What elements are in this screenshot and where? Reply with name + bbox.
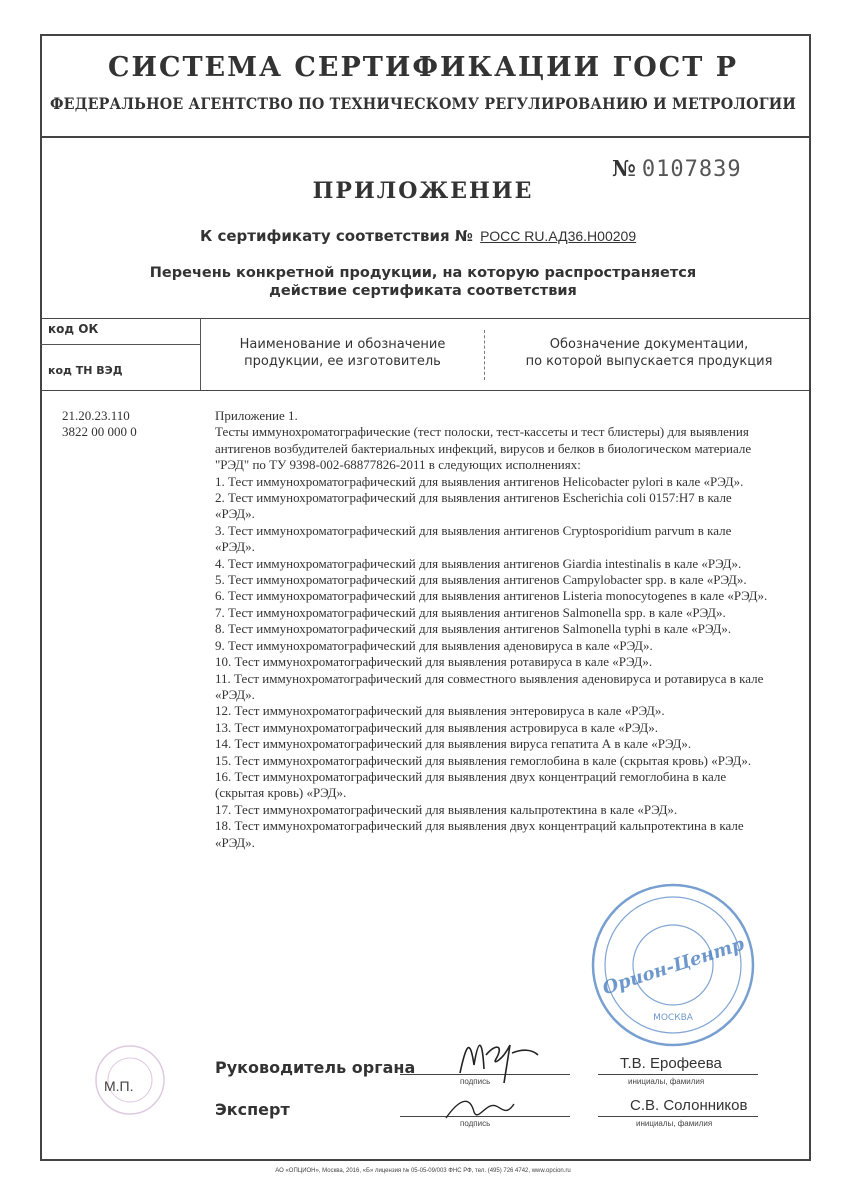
list-item: 5. Тест иммунохроматографический для выявления антигенов Campylobacter spp. в кале «РЭД». bbox=[215, 572, 747, 588]
printer-footer: АО «ОПЦИОН», Москва, 2016, «Б» лицензия № 05-05-09/003 ФНС РФ, тел. (495) 726 4742, www.opcion.ru bbox=[275, 1168, 571, 1174]
form-number-value: 0107839 bbox=[641, 157, 742, 182]
list-item: 4. Тест иммунохроматографический для выявления антигенов Giardia intestinalis в кале «РЭД». bbox=[215, 555, 742, 571]
expert-signature-caption: подпись bbox=[460, 1119, 491, 1128]
column-name-line: Наименование и обозначение bbox=[239, 337, 446, 352]
head-label: Руководитель органа bbox=[215, 1058, 416, 1077]
table-top-rule bbox=[40, 318, 811, 319]
head-signature-caption: подпись bbox=[460, 1077, 491, 1086]
list-item: 3. Тест иммунохроматографический для выявления антигенов Cryptosporidium parvum в кале «РЭД». bbox=[215, 522, 732, 555]
product-description bbox=[215, 408, 770, 851]
column-product-name bbox=[205, 336, 480, 370]
heading-line-2: действие сертификата соответствия bbox=[269, 283, 577, 299]
head-name: Т.В. Ерофеева bbox=[620, 1055, 722, 1072]
product-list-heading bbox=[0, 264, 846, 300]
system-title: СИСТЕМА СЕРТИФИКАЦИИ ГОСТ Р bbox=[107, 52, 739, 83]
table-column-divider-2 bbox=[484, 330, 485, 380]
expert-name-line bbox=[598, 1116, 758, 1117]
list-item: 16. Тест иммунохроматографический для выявления двух концентраций гемоглобина в кале (скрытая кровь) «РЭД». bbox=[215, 768, 727, 801]
column-docs-line: по которой выпускается продукция bbox=[525, 354, 773, 369]
number-sign: № bbox=[612, 156, 636, 182]
list-item: 18. Тест иммунохроматографический для выявления двух концентраций кальпротектина в кале «РЭД». bbox=[215, 818, 744, 850]
column-docs-line: Обозначение документации, bbox=[549, 337, 749, 352]
header-divider bbox=[42, 136, 809, 138]
table-code-divider bbox=[40, 344, 200, 345]
certification-stamp bbox=[588, 880, 758, 1050]
list-item: 15. Тест иммунохроматографический для выявления гемоглобина в кале (скрытая кровь) «РЭД». bbox=[215, 752, 752, 768]
head-signature-icon bbox=[452, 1025, 542, 1085]
column-kod-ok: код ОК bbox=[48, 322, 99, 336]
stamp-center-text: Орион-Центр bbox=[600, 933, 747, 1000]
certificate-label: К сертификату соответствия № bbox=[200, 227, 473, 245]
list-item: 9. Тест иммунохроматографический для выявления аденовируса в кале «РЭД». bbox=[215, 637, 653, 653]
list-item: 7. Тест иммунохроматографический для выявления антигенов Salmonella spp. в кале «РЭД». bbox=[215, 604, 726, 620]
stamp-city: МОСКВА bbox=[653, 1013, 693, 1023]
list-item: 13. Тест иммунохроматографический для выявления астровируса в кале «РЭД». bbox=[215, 719, 659, 735]
column-documentation bbox=[490, 336, 808, 370]
table-column-divider bbox=[200, 318, 201, 390]
list-item: 10. Тест иммунохроматографический для выявления ротавируса в кале «РЭД». bbox=[215, 654, 653, 670]
expert-name-caption: инициалы, фамилия bbox=[636, 1119, 713, 1128]
table-bottom-rule bbox=[40, 390, 811, 391]
column-name-line: продукции, ее изготовитель bbox=[244, 354, 441, 369]
agency-name: ФЕДЕРАЛЬНОЕ АГЕНТСТВО ПО ТЕХНИЧЕСКОМУ РЕГУЛИРОВАНИЮ И МЕТРОЛОГИИ bbox=[49, 94, 797, 113]
appendix-title: ПРИЛОЖЕНИЕ bbox=[312, 178, 534, 204]
list-item: 14. Тест иммунохроматографический для выявления вируса гепатита А в кале «РЭД». bbox=[215, 736, 692, 752]
certificate-line bbox=[200, 227, 636, 245]
head-name-caption: инициалы, фамилия bbox=[628, 1077, 705, 1086]
expert-name: С.В. Солонников bbox=[630, 1097, 748, 1114]
body-line: Приложение 1. bbox=[215, 408, 298, 423]
code-okpd: 21.20.23.110 bbox=[62, 408, 130, 423]
code-tnved: 3822 00 000 0 bbox=[62, 424, 137, 439]
list-item: 12. Тест иммунохроматографический для выявления энтеровируса в кале «РЭД». bbox=[215, 703, 665, 719]
certificate-number: РОСС RU.АД36.Н00209 bbox=[480, 228, 637, 244]
list-item: 11. Тест иммунохроматографический для совместного выявления аденовируса и ротавируса в кале «РЭД». bbox=[215, 670, 764, 702]
expert-label: Эксперт bbox=[215, 1100, 290, 1119]
list-item: 6. Тест иммунохроматографический для выявления антигенов Listeria monocytogenes в кале «РЭД». bbox=[215, 588, 768, 604]
list-item: 1. Тест иммунохроматографический для выявления антигенов Helicobacter pylori в кале «РЭД». bbox=[215, 473, 744, 489]
product-codes bbox=[62, 408, 137, 440]
head-name-line bbox=[598, 1074, 758, 1075]
expert-signature-icon bbox=[440, 1088, 520, 1128]
list-item: 17. Тест иммунохроматографический для выявления кальпротектина в кале «РЭД». bbox=[215, 801, 678, 817]
list-item: 8. Тест иммунохроматографический для выявления антигенов Salmonella typhi в кале «РЭД». bbox=[215, 621, 732, 637]
list-item: 2. Тест иммунохроматографический для выявления антигенов Escherichia coli 0157:H7 в кале «РЭД». bbox=[215, 490, 732, 522]
heading-line-1: Перечень конкретной продукции, на которую распространяется bbox=[149, 265, 697, 281]
seal-place-label: М.П. bbox=[104, 1078, 134, 1094]
column-kod-tnved: код ТН ВЭД bbox=[48, 364, 123, 377]
body-line: Тесты иммунохроматографические (тест полоски, тест-кассеты и тест блистеры) для выявления антигенов возбудителей бактериальных инфекций, вирусов и белков в биологическом материале "РЭД" по ТУ 9398-002-68877826-2011 в следующих исполнениях: bbox=[215, 424, 752, 473]
